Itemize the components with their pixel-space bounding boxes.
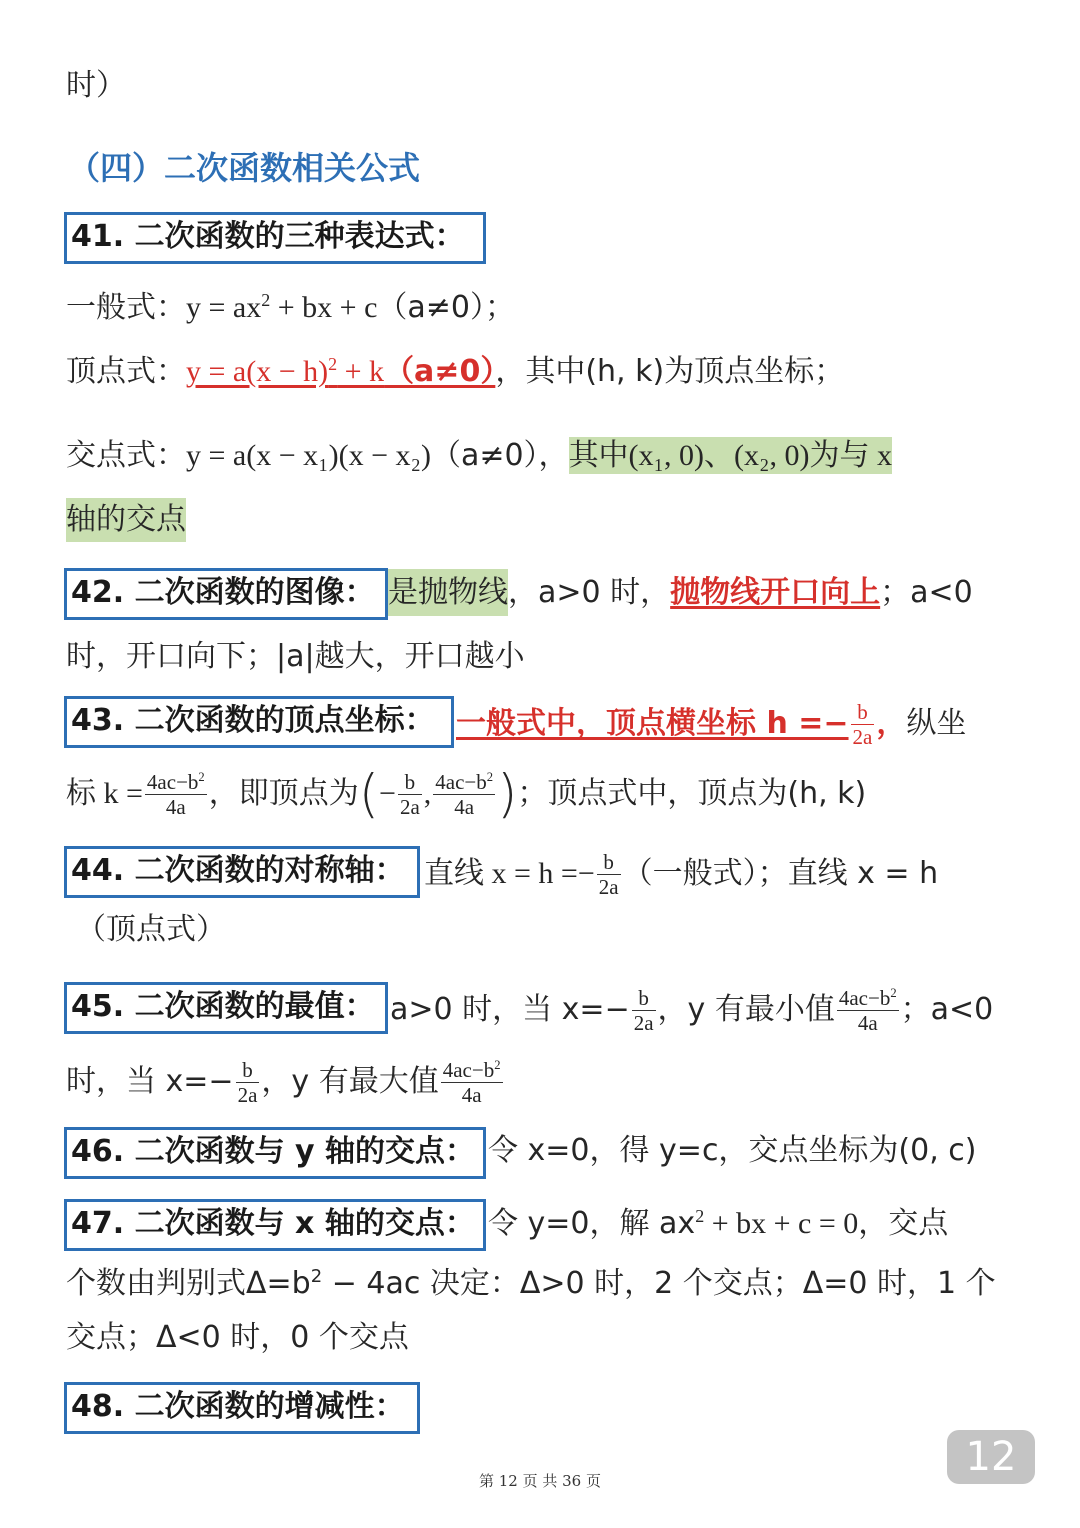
- section-title: （四）二次函数相关公式: [68, 149, 421, 187]
- paragraph-42: 是抛物线，a>0 时，抛物线开口向上；a<0: [388, 573, 973, 613]
- general-form-line: [66, 288, 515, 328]
- paragraph-44-line2: （顶点式）: [76, 912, 226, 947]
- page-number-badge: 12: [947, 1430, 1035, 1484]
- heading-41: 41. 二次函数的三种表达式：: [64, 212, 486, 264]
- general-formula: $y = ax^2$ + bx + c: [186, 290, 378, 324]
- intercept-label: 交点式：: [66, 438, 186, 473]
- frac-b-over-2a: $\frac{b}{2a}$: [852, 700, 873, 749]
- paragraph-47-line2: 个数由判别式$\Delta=b^2 - 4ac$ 决定：Δ>0 时，2 个交点；Δ=0 时，1 个: [66, 1266, 996, 1301]
- heading-44: 44. 二次函数的对称轴：: [64, 846, 420, 898]
- parabola-highlight: 是抛物线: [388, 569, 508, 616]
- vertex-label: 顶点式：: [66, 354, 186, 389]
- heading-46: 46. 二次函数与 y 轴的交点：: [64, 1127, 486, 1179]
- opens-up-text: 抛物线开口向上: [670, 575, 881, 610]
- paragraph-43-line2: 标 k = $\frac{4ac-b^2}{4a}$ ，即顶点为(− $\frac{b}{2a}$ , $\frac{4ac-b^2}{4a}$ )；顶点式中，顶点为(h, k): [66, 764, 867, 825]
- paragraph-44: 直线 x = h =− $\frac{b}{2a}$ （一般式）；直线 x = h: [424, 850, 939, 899]
- paragraph-45-line2: 时，当 x=− $\frac{b}{2a}$ ，y 有最大值 $\frac{4ac-b^2}{4a}$: [66, 1058, 501, 1107]
- frac-b-over-2a-5: $\frac{b}{2a}$: [237, 1058, 258, 1107]
- frac-disc-over-4a-2: $\frac{4ac-b^2}{4a}$: [435, 770, 494, 819]
- intercept-note: 其中(x₁, 0)、(x₂, 0)为与 x: [568, 439, 892, 472]
- frac-min-value: $\frac{4ac-b^2}{4a}$: [838, 986, 897, 1035]
- vertex-formula: $y = a(x - h)^2 + k$: [186, 354, 385, 388]
- paragraph-42-line2: 时，开口向下；|a|越大，开口越小: [66, 639, 525, 674]
- frac-b-over-2a-3: $\frac{b}{2a}$: [598, 850, 619, 899]
- general-condition: （a≠0）；: [377, 290, 515, 325]
- heading-43: 43. 二次函数的顶点坐标：: [64, 696, 454, 748]
- vertex-form-line: [66, 352, 844, 392]
- general-label: 一般式：: [66, 290, 186, 325]
- intercept-note-cont: 轴的交点: [66, 498, 186, 542]
- vertex-note: ，其中(h, k)为顶点坐标；: [495, 354, 845, 389]
- frac-disc-over-4a: $\frac{4ac-b^2}{4a}$: [146, 770, 205, 819]
- heading-45: 45. 二次函数的最值：: [64, 982, 388, 1034]
- heading-42: 42. 二次函数的图像：: [64, 568, 388, 620]
- paragraph-46: 令 x=0，得 y=c，交点坐标为(0, c): [488, 1133, 977, 1168]
- intercept-formula: y = a(x − x₁)(x − x₂): [186, 439, 431, 472]
- heading-48: 48. 二次函数的增减性：: [64, 1382, 420, 1434]
- intercept-condition: （a≠0），: [430, 438, 569, 473]
- vertex-condition: （a≠0）: [384, 354, 496, 389]
- paragraph-47: 令 y=0，解 $ax^2$ + bx + c = 0，交点: [488, 1206, 949, 1241]
- vertex-x-text: 一般式中，顶点横坐标 h =−: [456, 706, 849, 741]
- paragraph-43: 一般式中，顶点横坐标 h =− $\frac{b}{2a}$ ，纵坐: [456, 700, 967, 749]
- paragraph-45: a>0 时，当 x=− $\frac{b}{2a}$ ，y 有最小值 $\frac{4ac-b^2}{4a}$ ；a<0: [390, 986, 994, 1035]
- continued-text: 时）: [66, 68, 126, 103]
- paragraph-47-line3: 交点；Δ<0 时，0 个交点: [66, 1320, 409, 1355]
- page-footer: 第 12 页 共 36 页: [478, 1472, 601, 1490]
- heading-47: 47. 二次函数与 x 轴的交点：: [64, 1199, 486, 1251]
- frac-b-over-2a-2: $\frac{b}{2a}$: [399, 770, 420, 819]
- frac-max-value: $\frac{4ac-b^2}{4a}$: [442, 1058, 501, 1107]
- frac-b-over-2a-4: $\frac{b}{2a}$: [633, 986, 654, 1035]
- intercept-form-line: [66, 436, 892, 476]
